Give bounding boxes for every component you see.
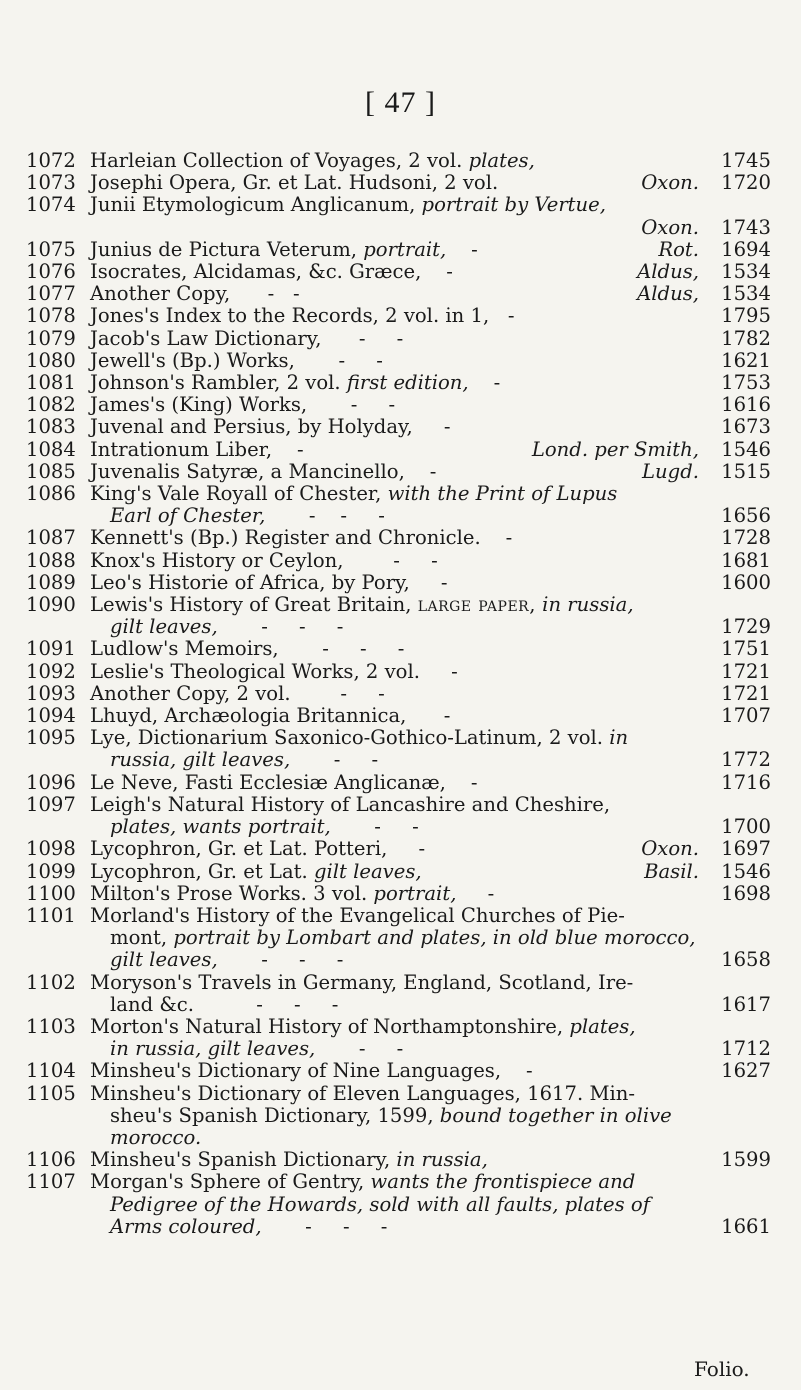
imprint-year: 1681	[721, 548, 771, 572]
imprint-place: Oxon.	[641, 215, 699, 239]
title-text: James's (King) Works,	[90, 393, 308, 417]
catalogue-entry	[26, 328, 771, 350]
entry-description	[90, 550, 771, 572]
entry-description	[90, 350, 771, 372]
imprint-year: 1751	[721, 637, 771, 661]
italic-note: bound together in olive	[439, 1103, 672, 1127]
catalogue-entry	[26, 1149, 771, 1171]
title-text: King's Vale Royall of Chester,	[90, 482, 388, 506]
title-text: Lycophron, Gr. et Lat. Potteri,	[90, 837, 388, 861]
entry-line	[90, 416, 771, 438]
title-text: Knox's History or Ceylon,	[90, 548, 344, 572]
imprint-year: 1743	[721, 215, 771, 239]
entry-line	[90, 283, 771, 305]
leader-dashes: - -	[294, 348, 383, 372]
leader-dashes: -	[409, 570, 448, 594]
entry-line	[90, 794, 771, 816]
entry-line	[90, 772, 771, 794]
imprint-place: Oxon.	[641, 171, 699, 195]
entry-description	[90, 416, 771, 438]
entry-description	[90, 461, 771, 483]
title-text: Juvenalis Satyræ, a Mancinello,	[90, 459, 405, 483]
catalogue-entry	[26, 416, 771, 438]
catalogue-entry	[26, 905, 771, 972]
title-text: Leigh's Natural History of Lancashire and Cheshire,	[90, 792, 611, 816]
italic-note: Arms coloured,	[110, 1214, 262, 1238]
entry-number: 1103	[26, 1014, 76, 1038]
title-text: Minsheu's Spanish Dictionary,	[90, 1148, 397, 1172]
entry-description	[90, 727, 771, 771]
entry-number: 1090	[26, 593, 76, 617]
imprint-place: Rot.	[658, 237, 699, 261]
catalogue-entry	[26, 283, 771, 305]
entry-line	[90, 1149, 771, 1171]
title-text: Morgan's Sphere of Gentry,	[90, 1170, 371, 1194]
title-text: Johnson's Rambler, 2 vol.	[90, 371, 347, 395]
imprint-year: 1599	[721, 1148, 771, 1172]
leader-dashes: - - -	[217, 948, 344, 972]
imprint-year: 1712	[721, 1037, 771, 1061]
entry-line	[90, 927, 771, 949]
entry-line	[90, 461, 771, 483]
italic-note: in russia,	[396, 1148, 488, 1172]
title-text: Intrationum Liber,	[90, 437, 273, 461]
italic-note: portrait by Vertue,	[421, 193, 606, 217]
entry-line	[90, 505, 771, 527]
imprint-year: 1721	[721, 659, 771, 683]
entry-description	[90, 305, 771, 327]
italic-note: in russia,	[535, 593, 634, 617]
title-text: Isocrates, Alcidamas, &c. Græce,	[90, 260, 422, 284]
imprint-year: 1534	[721, 260, 771, 284]
leader-dashes: -	[387, 837, 426, 861]
imprint-year: 1698	[721, 881, 771, 905]
imprint-year: 1745	[721, 149, 771, 172]
entry-number: 1081	[26, 371, 76, 395]
entry-description	[90, 328, 771, 350]
leader-dashes: -	[456, 881, 495, 905]
imprint-year: 1753	[721, 371, 771, 395]
entry-line	[90, 1194, 771, 1216]
entry-description	[90, 705, 771, 727]
italic-note: Pedigree of the Howards, sold with all faults, plates of	[110, 1192, 650, 1216]
entry-number: 1077	[26, 282, 76, 306]
entry-number: 1085	[26, 459, 76, 483]
entry-number: 1104	[26, 1059, 76, 1083]
entry-line	[90, 883, 771, 905]
entry-line	[90, 749, 771, 771]
italic-note: in	[609, 726, 629, 750]
entry-description	[90, 1083, 771, 1150]
entry-line	[90, 150, 771, 172]
entry-number: 1106	[26, 1148, 76, 1172]
leader-dashes: -	[489, 304, 515, 328]
imprint-place: Aldus,	[637, 282, 699, 306]
entry-line	[90, 261, 771, 283]
italic-note: in russia, gilt leaves,	[110, 1037, 316, 1061]
catalogue-entry	[26, 172, 771, 194]
entry-line	[90, 394, 771, 416]
entry-line	[90, 194, 771, 216]
title-text: Another Copy, 2 vol.	[90, 681, 291, 705]
imprint-year: 1720	[721, 171, 771, 195]
italic-note: gilt leaves,	[110, 615, 218, 639]
imprint-year: 1616	[721, 393, 771, 417]
leader-dashes: - -	[315, 1037, 404, 1061]
catalogue-entry	[26, 638, 771, 660]
leader-dashes: - - -	[217, 615, 344, 639]
entry-line	[90, 1127, 771, 1149]
italic-note: plates, wants portrait,	[110, 815, 331, 839]
leader-dashes: - - -	[265, 504, 385, 528]
title-text: Lycophron, Gr. et Lat.	[90, 859, 314, 883]
entry-number: 1100	[26, 881, 76, 905]
entry-line	[90, 1105, 771, 1127]
entry-description	[90, 838, 771, 860]
catalogue-entry	[26, 772, 771, 794]
italic-note: russia, gilt leaves,	[110, 748, 291, 772]
title-text: Leslie's Theological Works, 2 vol.	[90, 659, 420, 683]
entry-description	[90, 1060, 771, 1082]
entry-description	[90, 661, 771, 683]
entry-description	[90, 283, 771, 305]
title-text: Moryson's Travels in Germany, England, Scotland, Ire-	[90, 970, 634, 994]
entry-line	[90, 972, 771, 994]
italic-note: portrait,	[363, 237, 447, 261]
entry-line	[90, 861, 771, 883]
catalogue-entry	[26, 727, 771, 771]
entry-description	[90, 1149, 771, 1171]
imprint-year: 1621	[721, 348, 771, 372]
entry-line	[90, 727, 771, 749]
entry-line	[90, 527, 771, 549]
catchword: Folio.	[694, 1357, 750, 1381]
catalogue-entry	[26, 305, 771, 327]
italic-note: with the Print of Lupus	[387, 482, 618, 506]
entry-line	[90, 372, 771, 394]
entry-description	[90, 261, 771, 283]
entry-description	[90, 239, 771, 261]
entry-description	[90, 794, 771, 838]
entry-description	[90, 439, 771, 461]
catalogue-entry	[26, 1171, 771, 1238]
title-text: mont,	[110, 926, 174, 950]
entry-number: 1075	[26, 237, 76, 261]
entry-number: 1084	[26, 437, 76, 461]
imprint-year: 1716	[721, 770, 771, 794]
title-text: Lhuyd, Archæologia Britannica,	[90, 704, 407, 728]
entry-description	[90, 1016, 771, 1060]
title-text: Ludlow's Memoirs,	[90, 637, 279, 661]
leader-dashes: - -	[290, 748, 379, 772]
entry-number: 1082	[26, 393, 76, 417]
italic-note: morocco.	[110, 1125, 202, 1149]
catalogue-entry	[26, 705, 771, 727]
entry-number: 1091	[26, 637, 76, 661]
title-text: Morton's Natural History of Northamptonshire,	[90, 1014, 570, 1038]
leader-dashes: -	[272, 437, 323, 461]
title-text: sheu's Spanish Dictionary, 1599,	[110, 1103, 440, 1127]
title-text: Le Neve, Fasti Ecclesiæ Anglicanæ,	[90, 770, 446, 794]
entry-line	[90, 305, 771, 327]
title-text: Milton's Prose Works. 3 vol.	[90, 881, 374, 905]
catalogue-entry	[26, 483, 771, 527]
title-text: Minsheu's Dictionary of Nine Languages,	[90, 1059, 502, 1083]
entry-description	[90, 1171, 771, 1238]
entry-line	[90, 705, 771, 727]
catalogue-entry	[26, 527, 771, 549]
entry-description	[90, 683, 771, 705]
imprint-year: 1617	[721, 992, 771, 1016]
catalogue-entry	[26, 838, 771, 860]
entry-number: 1099	[26, 859, 76, 883]
leader-dashes: - -	[290, 681, 385, 705]
entry-line	[90, 1171, 771, 1193]
catalogue-entry	[26, 150, 771, 172]
title-text: Leo's Historie of Africa, by Pory,	[90, 570, 410, 594]
title-text: Lye, Dictionarium Saxonico-Gothico-Latinum, 2 vol.	[90, 726, 610, 750]
entry-number: 1074	[26, 193, 76, 217]
entry-line	[90, 550, 771, 572]
entry-number: 1078	[26, 304, 76, 328]
title-text: land &c.	[110, 992, 194, 1016]
catalogue-entry	[26, 239, 771, 261]
imprint-year: 1700	[721, 815, 771, 839]
title-text: Jones's Index to the Records, 2 vol. in 1,	[90, 304, 490, 328]
imprint-year: 1515	[721, 459, 771, 483]
leader-dashes: - - -	[261, 1214, 388, 1238]
entry-number: 1076	[26, 260, 76, 284]
catalogue-entry	[26, 261, 771, 283]
imprint-year: 1534	[721, 282, 771, 306]
entry-line	[90, 1216, 771, 1238]
entry-number: 1101	[26, 903, 76, 927]
leader-dashes: -	[446, 237, 478, 261]
imprint-year: 1772	[721, 748, 771, 772]
entry-line	[90, 483, 771, 505]
entry-number: 1096	[26, 770, 76, 794]
catalogue-entry	[26, 350, 771, 372]
catalogue-entry	[26, 572, 771, 594]
title-text: Josephi Opera, Gr. et Lat. Hudsoni, 2 vol.	[90, 171, 499, 195]
entry-number: 1102	[26, 970, 76, 994]
imprint-place: Oxon.	[641, 837, 699, 861]
entry-description	[90, 150, 771, 172]
entry-description	[90, 972, 771, 1016]
catalogue-entry	[26, 683, 771, 705]
imprint-year: 1661	[721, 1214, 771, 1238]
entry-description	[90, 861, 771, 883]
leader-dashes: - -	[343, 548, 438, 572]
entry-number: 1092	[26, 659, 76, 683]
imprint-year: 1782	[721, 326, 771, 350]
entry-line	[90, 661, 771, 683]
entry-number: 1088	[26, 548, 76, 572]
entry-number: 1083	[26, 415, 76, 439]
catalogue-entry	[26, 883, 771, 905]
leader-dashes: - -	[330, 815, 419, 839]
title-text: Morland's History of the Evangelical Churches of Pie-	[90, 903, 625, 927]
catalogue-entry	[26, 461, 771, 483]
imprint-year: 1600	[721, 570, 771, 594]
imprint-year: 1694	[721, 237, 771, 261]
leader-dashes: - - -	[278, 637, 405, 661]
title-text: Jacob's Law Dictionary,	[90, 326, 322, 350]
entry-line	[90, 239, 771, 261]
title-text: Kennett's (Bp.) Register and Chronicle.	[90, 526, 481, 550]
imprint-year: 1656	[721, 504, 771, 528]
entry-number: 1073	[26, 171, 76, 195]
leader-dashes: -	[412, 415, 451, 439]
entry-description	[90, 172, 771, 194]
entry-description	[90, 594, 771, 638]
catalogue-entry	[26, 372, 771, 394]
entry-line	[90, 217, 771, 239]
title-text: Harleian Collection of Voyages, 2 vol.	[90, 149, 469, 172]
catalogue-entry	[26, 439, 771, 461]
imprint-year: 1707	[721, 704, 771, 728]
title-text: Minsheu's Dictionary of Eleven Languages, 1617. Min-	[90, 1081, 636, 1105]
catalogue-entry	[26, 550, 771, 572]
entry-number: 1080	[26, 348, 76, 372]
catalogue-entry	[26, 1016, 771, 1060]
entry-line	[90, 172, 771, 194]
title-text: Jewell's (Bp.) Works,	[90, 348, 295, 372]
catalogue-entry	[26, 794, 771, 838]
leader-dashes: - -	[230, 282, 300, 306]
page-number: [ 47 ]	[365, 86, 436, 119]
entry-line	[90, 638, 771, 660]
entry-line	[90, 594, 771, 616]
title-text: Junius de Pictura Veterum,	[90, 237, 364, 261]
leader-dashes: - -	[321, 326, 404, 350]
entry-number: 1097	[26, 792, 76, 816]
imprint-year: 1697	[721, 837, 771, 861]
entry-line	[90, 905, 771, 927]
leader-dashes: -	[445, 770, 478, 794]
entry-line	[90, 683, 771, 705]
entry-line	[90, 994, 771, 1016]
entry-description	[90, 194, 771, 238]
imprint-place: Basil.	[644, 859, 699, 883]
italic-note: plates,	[468, 149, 535, 172]
entry-number: 1095	[26, 726, 76, 750]
entry-line	[90, 1038, 771, 1060]
entry-description	[90, 372, 771, 394]
catalogue-entry	[26, 594, 771, 638]
imprint-place: Lond. per Smith,	[531, 437, 699, 461]
italic-note: portrait by Lombart and plates, in old blue morocco,	[173, 926, 696, 950]
entry-line	[90, 328, 771, 350]
leader-dashes: -	[406, 704, 451, 728]
small-caps-note: large paper,	[417, 593, 536, 617]
catalogue-entry	[26, 1060, 771, 1082]
entry-number: 1093	[26, 681, 76, 705]
entry-line	[90, 439, 771, 461]
italic-note: wants the frontispiece and	[370, 1170, 636, 1194]
italic-note: gilt leaves,	[110, 948, 218, 972]
entry-line	[90, 1016, 771, 1038]
entry-description	[90, 772, 771, 794]
entry-description	[90, 638, 771, 660]
entry-description	[90, 883, 771, 905]
leader-dashes: -	[480, 526, 513, 550]
catalogue-entry	[26, 394, 771, 416]
entry-line	[90, 350, 771, 372]
catalogue-list	[26, 150, 771, 1238]
entry-number: 1094	[26, 704, 76, 728]
entry-number: 1089	[26, 570, 76, 594]
leader-dashes: -	[421, 260, 453, 284]
italic-note: Earl of Chester,	[110, 504, 266, 528]
entry-number: 1107	[26, 1170, 76, 1194]
entry-number: 1072	[26, 149, 76, 172]
entry-number: 1098	[26, 837, 76, 861]
imprint-year: 1721	[721, 681, 771, 705]
title-text: Another Copy,	[90, 282, 231, 306]
catalogue-entry	[26, 661, 771, 683]
entry-line	[90, 1060, 771, 1082]
italic-note: plates,	[569, 1014, 636, 1038]
title-text: Juvenal and Persius, by Holyday,	[90, 415, 413, 439]
imprint-year: 1729	[721, 615, 771, 639]
entry-line	[90, 949, 771, 971]
entry-number: 1105	[26, 1081, 76, 1105]
leader-dashes: -	[501, 1059, 533, 1083]
imprint-place: Aldus,	[637, 260, 699, 284]
entry-line	[90, 816, 771, 838]
title-text: Lewis's History of Great Britain,	[90, 593, 418, 617]
entry-number: 1079	[26, 326, 76, 350]
imprint-place: Lugd.	[642, 459, 699, 483]
imprint-year: 1673	[721, 415, 771, 439]
catalogue-entry	[26, 861, 771, 883]
imprint-year: 1546	[721, 859, 771, 883]
leader-dashes: -	[404, 459, 437, 483]
imprint-year: 1658	[721, 948, 771, 972]
entry-line	[90, 1083, 771, 1105]
imprint-year: 1728	[721, 526, 771, 550]
catalogue-entry	[26, 972, 771, 1016]
entry-number: 1086	[26, 482, 76, 506]
catalogue-entry	[26, 1083, 771, 1150]
entry-description	[90, 483, 771, 527]
entry-description	[90, 572, 771, 594]
entry-description	[90, 905, 771, 972]
entry-number: 1087	[26, 526, 76, 550]
leader-dashes: - - -	[193, 992, 339, 1016]
entry-line	[90, 616, 771, 638]
entry-line	[90, 572, 771, 594]
imprint-year: 1795	[721, 304, 771, 328]
title-text: Junii Etymologicum Anglicanum,	[90, 193, 422, 217]
entry-description	[90, 394, 771, 416]
italic-note: gilt leaves,	[313, 859, 422, 883]
entry-description	[90, 527, 771, 549]
entry-line	[90, 838, 771, 860]
italic-note: first edition,	[346, 371, 469, 395]
imprint-year: 1546	[721, 437, 771, 461]
leader-dashes: - -	[307, 393, 396, 417]
leader-dashes: -	[468, 371, 501, 395]
leader-dashes: -	[419, 659, 458, 683]
catalogue-entry	[26, 194, 771, 238]
italic-note: portrait,	[373, 881, 457, 905]
imprint-year: 1627	[721, 1059, 771, 1083]
